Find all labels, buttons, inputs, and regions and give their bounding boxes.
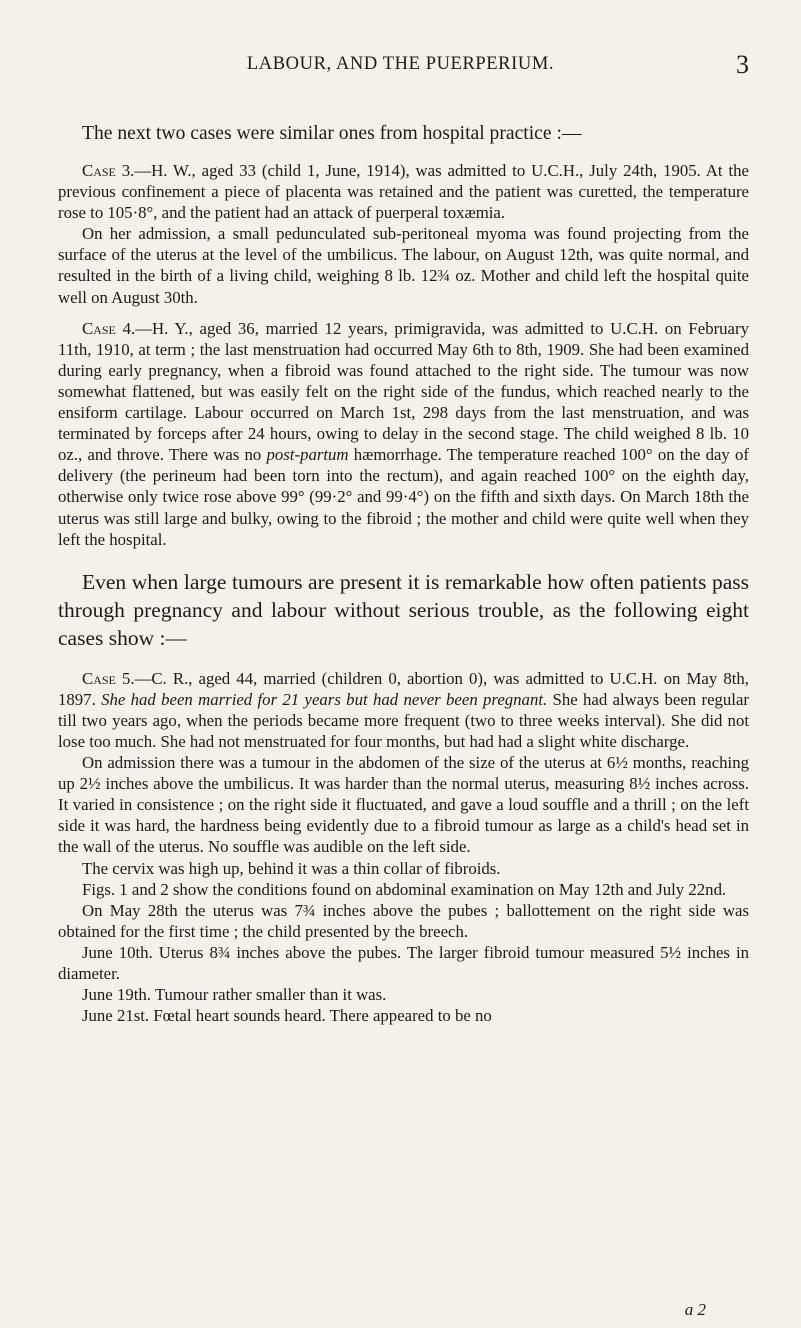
case-3-paragraph: [58, 160, 749, 223]
case-4-text-b: hæmorrhage. The temperature reached 100° on the day of delivery (the perineum had been torn into the rectum), and again reached 100° on the eighth day, otherwise only twice rose above 99° (99·2° and 99·4°) on the fifth and sixth days. On March 18th the uterus was still large and bulky, owing to the fibroid ; the mother and child were quite well when they left the hospital.: [58, 445, 749, 549]
case-4-paragraph: [58, 318, 749, 550]
case-3-label: Case 3.: [82, 161, 135, 180]
case-3-paragraph-2: On her admission, a small pedunculated sub-peritoneal myoma was found projecting from the surface of the uterus at the level of the umbilicus. The labour, on August 12th, was quite normal, and resulted in the birth of a living child, weighing 8 lb. 12¾ oz. Mother and child left the hospital quite well on August 30th.: [58, 224, 749, 307]
page-number: 3: [736, 50, 749, 79]
case-5-paragraph-2: On admission there was a tumour in the abdomen of the size of the uterus at 6½ months, reaching up 2½ inches above the umbilicus. It was harder than the normal uterus, measuring 8½ inches across. It varied in consistence ; on the right side it fluctuated, and gave a loud souffle and a thrill ; on the left side it was hard, the hardness being evidently due to a fibroid tumour as large as a child's head set in the wall of the uterus. No souffle was audible on the left side.: [58, 753, 749, 857]
signature-mark: a 2: [684, 1300, 706, 1319]
case-5-label: Case 5.: [82, 668, 135, 688]
running-title: LABOUR, AND THE PUERPERIUM.: [246, 54, 555, 74]
running-head: [0, 50, 801, 82]
case-5-paragraph-4: Figs. 1 and 2 show the conditions found on abdominal examination on May 12th and July 22nd.: [82, 879, 727, 899]
case-4-text-a: —H. Y., aged 36, married 12 years, primigravida, was admitted to U.C.H. on February 11th, 1910, at term ; the last menstruation had occurred May 6th to 8th, 1909. She had been examined during early pregnancy, when a fibroid was found attached to the right side. The tumour was now somewhat flattened, but was easily felt on the right side of the fundus, which reached nearly to the ensiform cartilage. Labour occurred on March 1st, 298 days from the last menstruation, and was terminated by forceps after 24 hours, owing to delay in the second stage. The child weighed 8 lb. 10 oz., and throve. There was no: [58, 318, 749, 465]
case-5-paragraph-3: The cervix was high up, behind it was a thin collar of fibroids.: [82, 858, 501, 878]
case-4-italic: post-partum: [266, 445, 349, 465]
case-5-paragraph-5: On May 28th the uterus was 7¾ inches above the pubes ; ballottement on the right side was obtained for the first time ; the child presented by the breech.: [58, 900, 749, 941]
case-5-paragraph: [58, 668, 749, 752]
case-5-text-a: —C. R., aged 44, married (children 0, abortion 0), was admitted to U.C.H. on May 8th, 1897.: [58, 668, 749, 709]
transition-paragraph: Even when large tumours are present it is remarkable how often patients pass through pregnancy and labour without serious trouble, as the following eight cases show :—: [58, 569, 749, 650]
body-text: [58, 122, 749, 1026]
case-4-label: Case 4.: [82, 318, 136, 338]
intro-paragraph: The next two cases were similar ones from hospital practice :—: [82, 123, 582, 144]
case-5-paragraph-7: June 19th. Tumour rather smaller than it was.: [82, 985, 387, 1005]
case-5-italic: She had been married for 21 years but had never been pregnant.: [101, 689, 548, 709]
case-5-text-b: She had always been regular till two years ago, when the periods became more frequent (two to three weeks interval). She did not lose too much. She had not menstruated for four months, but had had a slight white discharge.: [58, 689, 749, 751]
case-5-paragraph-8: June 21st. Fœtal heart sounds heard. There appeared to be no: [82, 1006, 492, 1026]
case-5-paragraph-6: June 10th. Uterus 8¾ inches above the pubes. The larger fibroid tumour measured 5½ inches in diameter.: [58, 942, 749, 983]
case-3-text: —H. W., aged 33 (child 1, June, 1914), was admitted to U.C.H., July 24th, 1905. At the previous confinement a piece of placenta was retained and the patient was curetted, the temperature rose to 105·8°, and the patient had an attack of puerperal toxæmia.: [58, 161, 749, 223]
